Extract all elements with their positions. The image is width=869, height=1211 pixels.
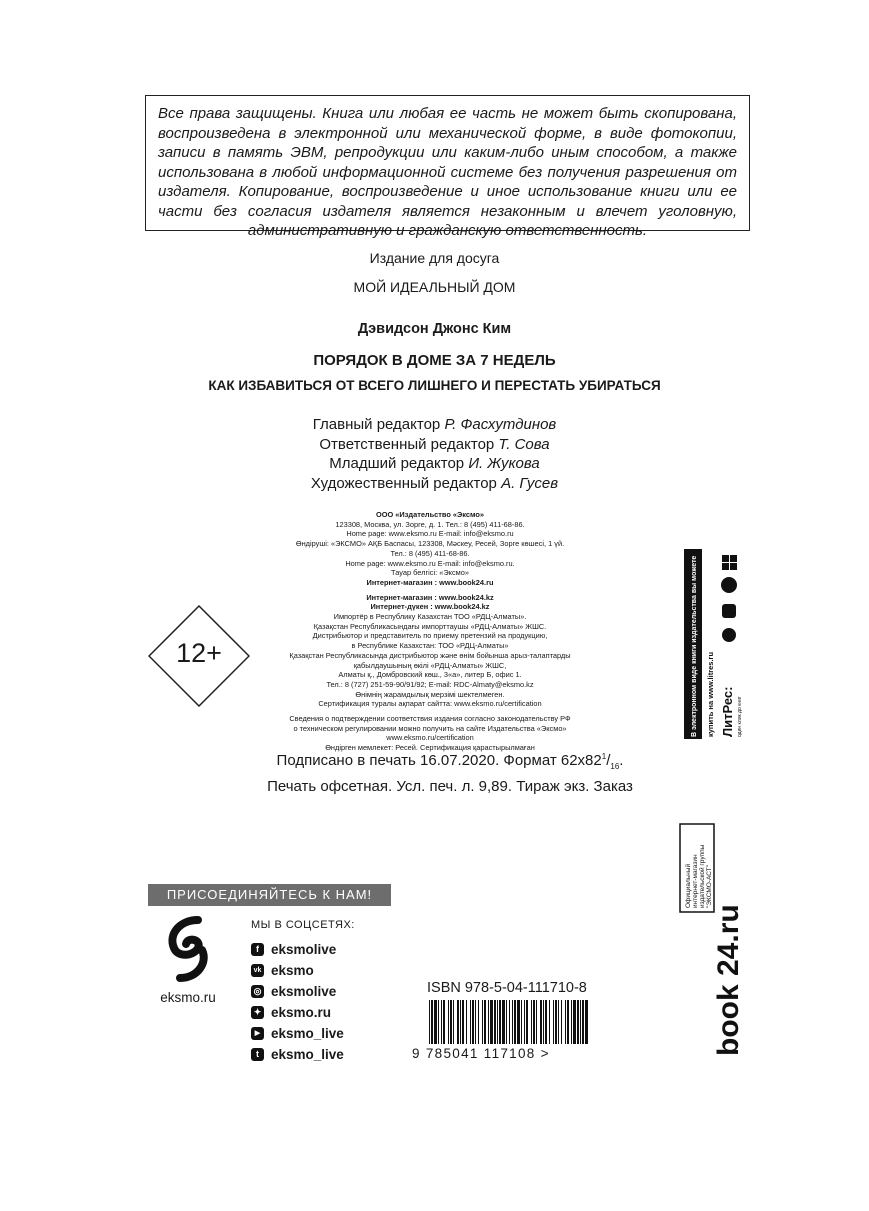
publisher-line: Тауар белгісі: «Эксмо» [391, 568, 469, 578]
social-item[interactable]: t eksmo_live [251, 1045, 344, 1063]
editor-role: Главный редактор [312, 416, 441, 433]
social-item[interactable]: f eksmolive [251, 940, 336, 958]
barcode-bar [549, 1000, 550, 1044]
barcode-digits: 9 785041 117108 > [412, 1046, 550, 1061]
barcode-bar [484, 1000, 486, 1044]
eksmo-site[interactable]: eksmo.ru [160, 990, 216, 1005]
barcode-icon [427, 1000, 592, 1044]
editor-role: Художественный редактор [310, 474, 497, 492]
editor-name: И. Жукова [468, 455, 540, 472]
barcode-bar [536, 1000, 537, 1044]
barcode-bar [509, 1000, 510, 1044]
editor-line [0, 435, 869, 455]
litres-brand: ЛитРес: [720, 686, 735, 737]
barcode-bar [543, 1000, 544, 1044]
editor-line [0, 415, 869, 435]
book24-desc-1: Официальный [685, 863, 692, 908]
social-item[interactable]: ◎ eksmolive [251, 982, 336, 1000]
barcode-bar [475, 1000, 476, 1044]
publisher-line: Өнімнің жарамдылық мерзімі шектелмеген. [355, 689, 505, 699]
barcode-bar [531, 1000, 532, 1044]
youtube-icon: ▶ [251, 1027, 264, 1040]
editor-role: Ответственный редактор [319, 435, 495, 453]
publisher-line: Тел.: 8 (495) 411-68-86. [390, 548, 470, 558]
litres-tagline: один клик до книг [737, 696, 743, 737]
publisher-line: Тел.: 8 (727) 251-59-90/91/92; E-mail: RDC-Almaty@eksmo.kz [326, 679, 534, 689]
litres-line1: В электронном виде книги издательства вы можете [691, 555, 698, 737]
publisher-info [240, 510, 620, 753]
author: Дэвидсон Джонс Ким [357, 321, 512, 337]
barcode-bar [514, 1000, 516, 1044]
editor-line [0, 454, 869, 474]
isbn: ISBN 978-5-04-111710-8 [427, 980, 587, 996]
windows-icon [722, 555, 737, 570]
instagram-icon: ◎ [251, 985, 264, 998]
editor-name: Р. Фасхутдинов [444, 416, 557, 433]
barcode-bar [466, 1000, 467, 1044]
publisher-line: www.eksmo.ru/certification [386, 733, 474, 743]
publisher-line: Қазақстан Республикасындағы импорттаушы «РДЦ-Алматы» ЖШС. [313, 621, 547, 631]
apple-icon [722, 628, 736, 642]
publisher-line: қабылдаушының өкілі «РДЦ-Алматы» ЖШС, [353, 660, 507, 670]
barcode-bar [494, 1000, 496, 1044]
book24-desc-4: "ЭКСМО-АСТ" [706, 865, 713, 908]
publisher-line: Интернет-дүкен : www.book24.kz [370, 602, 490, 612]
litres-ad [684, 549, 744, 739]
barcode-bar [429, 1000, 430, 1044]
book24-desc-2: интернет-магазин [692, 854, 699, 908]
editor-line [0, 474, 869, 494]
barcode-bar [512, 1000, 513, 1044]
barcode-bar [555, 1000, 557, 1044]
barcode-bar [462, 1000, 464, 1044]
barcode-bar [441, 1000, 442, 1044]
barcode-bar [460, 1000, 461, 1044]
publisher-line: Дистрибьютор и представитель по приему претензий на продукцию, [312, 631, 548, 641]
barcode-bar [457, 1000, 459, 1044]
barcode-bar [545, 1000, 547, 1044]
publisher-line: Алматы қ., Домбровский көш., 3«а», литер Б, офис 1. [338, 670, 522, 680]
barcode-bar [526, 1000, 528, 1044]
publisher-line: 123308, Москва, ул. Зорге, д. 1. Тел.: 8 (495) 411-68-86. [335, 519, 525, 529]
publisher-line: Өндірген мемлекет: Ресей. Сертификация қарастырылмаған [325, 743, 535, 753]
barcode-bar [521, 1000, 522, 1044]
social-title: МЫ В СОЦСЕТЯХ: [251, 919, 355, 931]
barcode-bar [502, 1000, 505, 1044]
barcode-bar [561, 1000, 562, 1044]
barcode-bar [482, 1000, 483, 1044]
publisher-line: Сведения о подтверждении соответствия издания согласно законодательству РФ [289, 714, 571, 724]
publisher-line: Интернет-магазин : www.book24.kz [366, 592, 494, 602]
barcode-bar [497, 1000, 498, 1044]
star-icon: ✦ [251, 1006, 264, 1019]
barcode-bar [540, 1000, 542, 1044]
book24-ad [676, 820, 756, 1060]
publisher-line: Сертификация туралы ақпарат сайтта: www.eksmo.ru/certification [318, 699, 542, 709]
barcode-bar [571, 1000, 572, 1044]
litres-line2: купить на www.litres.ru [706, 651, 715, 737]
age-rating: 12+ [176, 638, 222, 668]
barcode-bar [524, 1000, 525, 1044]
rights-notice: Все права защищены. Книга или любая ее часть не может быть скопирована, воспроизведена в электронной или механической форме, в виде фотокопии, записи в память ЭВМ, репродукции или каким-либо иным способом, а также использована в любой информационной системе без получения разрешения от издателя. Копирование, воспроизведение и иное использование книги или ее части без согласия издателя является незаконным и влечет уголовную, административную и гражданскую ответственность. [145, 95, 750, 231]
join-banner: ПРИСОЕДИНЯЙТЕСЬ К НАМ! [148, 884, 391, 906]
barcode-bar [577, 1000, 579, 1044]
publisher-line: в Республике Казахстан: ТОО «РДЦ-Алматы» [351, 641, 509, 651]
edition-type: Издание для досуга [369, 250, 500, 266]
barcode-bar [488, 1000, 489, 1044]
publisher-line: ООО «Издательство «Эксмо» [376, 510, 484, 519]
android-icon [722, 604, 736, 618]
barcode-bar [565, 1000, 566, 1044]
vk-icon: vk [251, 964, 264, 977]
publisher-line: о техническом регулировании можно получить на сайте Издательства «Эксмо» [293, 723, 567, 733]
book24-desc-3: издательской группы [699, 844, 706, 908]
publisher-line: Қазақстан Республикасында дистрибьютор және өнім бойынша арыз-талаптарды [289, 650, 571, 660]
social-item[interactable]: vk eksmo [251, 961, 314, 979]
book-title: ПОРЯДОК В ДОМЕ ЗА 7 НЕДЕЛЬ [313, 352, 556, 369]
barcode-bar [553, 1000, 554, 1044]
windows-phone-icon [721, 577, 737, 593]
book-subtitle: КАК ИЗБАВИТЬСЯ ОТ ВСЕГО ЛИШНЕГО И ПЕРЕСТАТЬ УБИРАТЬСЯ [208, 378, 661, 393]
editor-role: Младший редактор [329, 455, 465, 472]
barcode-bar [431, 1000, 433, 1044]
twitter-icon: t [251, 1048, 264, 1061]
barcode-bar [443, 1000, 445, 1044]
editor-name: А. Гусев [501, 474, 559, 492]
social-item[interactable]: ▶ eksmo_live [251, 1024, 344, 1042]
barcode-bar [506, 1000, 507, 1044]
publisher-line: Home page: www.eksmo.ru E-mail: info@eksmo.ru [346, 529, 514, 539]
barcode-bar [448, 1000, 449, 1044]
eksmo-logo-icon [158, 914, 218, 984]
print-info: Подписано в печать 16.07.2020. Формат $62х82^1/_{16}$. Печать офсетная. Усл. печ. л. 9,89. Тираж экз. Заказ [267, 752, 633, 795]
facebook-icon: f [251, 943, 264, 956]
barcode-bar [472, 1000, 474, 1044]
barcode-bar [438, 1000, 439, 1044]
barcode-bar [567, 1000, 569, 1044]
publisher-line: Интернет-магазин : www.book24.ru [366, 577, 494, 587]
barcode-bar [478, 1000, 479, 1044]
barcode-bar [490, 1000, 493, 1044]
barcode-bar [573, 1000, 576, 1044]
publisher-line: Home page: www.eksmo.ru E-mail: info@eksmo.ru. [345, 558, 515, 568]
editor-name: Т. Сова [498, 435, 550, 453]
barcode-bar [533, 1000, 535, 1044]
barcode-bar [582, 1000, 584, 1044]
barcode-bar [470, 1000, 471, 1044]
barcode-bar [434, 1000, 437, 1044]
social-item[interactable]: ✦ eksmo.ru [251, 1003, 331, 1021]
publisher-line: Импортёр в Республику Казахстан ТОО «РДЦ-Алматы». [333, 612, 527, 622]
barcode-bar [499, 1000, 501, 1044]
barcode-bar [580, 1000, 581, 1044]
barcode-bar [450, 1000, 452, 1044]
book24-brand: book 24.ru [712, 904, 745, 1056]
editors-block [0, 415, 869, 493]
series-name: МОЙ ИДЕАЛЬНЫЙ ДОМ [353, 279, 516, 295]
barcode-bar [558, 1000, 559, 1044]
barcode-bar [517, 1000, 520, 1044]
publisher-line: Өндіруші: «ЭКСМО» АҚБ Баспасы, 123308, Мәскеу, Ресей, Зорге көшесі, 1 үй. [295, 539, 565, 549]
barcode-bar [453, 1000, 454, 1044]
barcode-bar [585, 1000, 588, 1044]
